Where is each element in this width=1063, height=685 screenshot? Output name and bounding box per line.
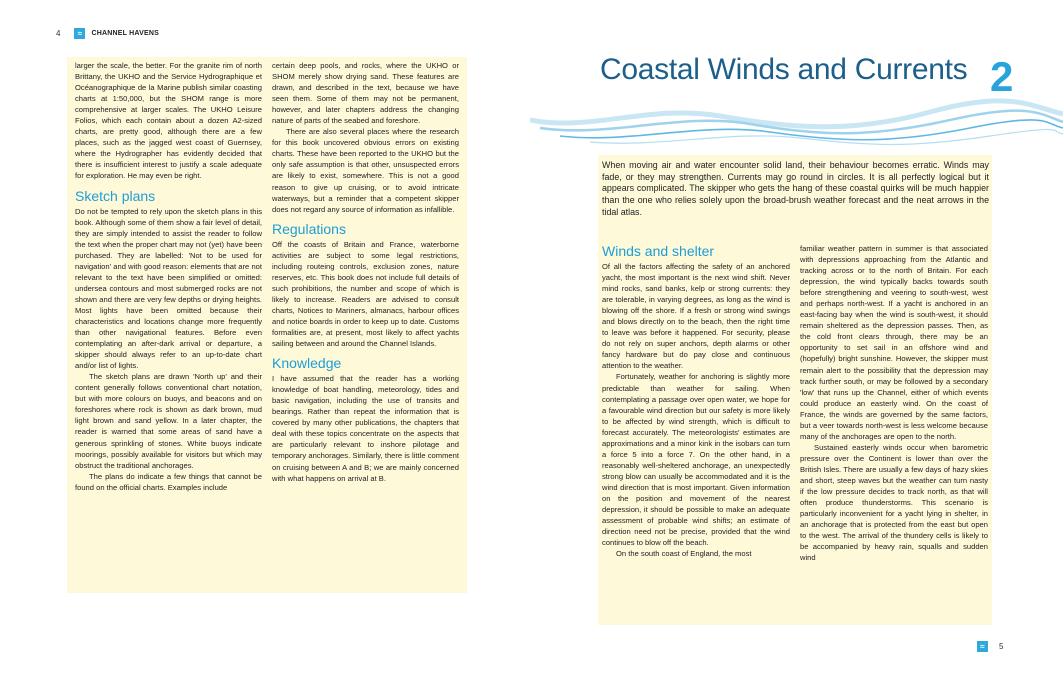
page-number-left: 4 — [56, 29, 61, 38]
paragraph: Sustained easterly winds occur when barometric pressure over the Continent is lower than over the British Isles. There are usually a few days of hazy skies and short, steep waves but the weather can turn nasty if the low pressure decides to track north, as that will often produce thunderstorms. This scenario is particularly inconvenient for a yacht lying in shelter, in an anchorage that is protected from the east but open to the west. The arrival of the thundery cells is likely to be accompanied by heavy rain, squalls and sudden wind — [800, 442, 988, 563]
running-footer — [977, 641, 1017, 652]
chapter-title: Coastal Winds and Currents — [600, 53, 968, 86]
right-page-text-panel — [598, 155, 992, 625]
paragraph: certain deep pools, and rocks, where the UKHO or SHOM merely show drying sand. These features are drawn, and described in the text, because we have seen them. Some of them may not be permanent, however, and later chapters address the changing nature of parts of the seabed and foreshore. — [272, 61, 459, 126]
paragraph: The plans do indicate a few things that cannot be found on the official charts. Examples include — [75, 471, 262, 492]
right-columns — [602, 243, 989, 563]
paragraph: Fortunately, weather for anchoring is slightly more predictable than weather for sailing. When contemplating a passage over open water, we hope for a favourable wind direction but our safety is more likely to be affected by wind strength, which is difficult to forecast accurately. The meteorologists' estimates are approximations and a minor kink in the isobars can turn a force 5 into a force 7. On the other hand, in a reasonably well-sheltered anchorage, an unexpectedly strong blow can usually be accommodated and it is the wind direction that is most important. Given information on the position and movement of the nearest depression, it should be possible to make an adequate assessment of probable wind shifts; an estimate of direction need not be precise, provided that the wind continues to blow off the beach. — [602, 372, 790, 548]
heading-knowledge: Knowledge — [272, 355, 342, 372]
heading-regulations: Regulations — [272, 220, 346, 237]
paragraph: Off the coasts of Britain and France, waterborne activities are subject to some legal restrictions, including routeing controls, exclusion zones, nature reserves, etc. This book does not include full details of such prohibitions, the number and scope of which is likely to increase. Readers are advised to consult charts, Notices to Mariners, almanacs, harbour offices and notice boards in order to keep up to date. Customs formalities are, at present, most likely to affect yachts sailing between and around the Channel Islands. — [272, 239, 459, 349]
right-column-2 — [800, 243, 988, 563]
wave-logo-icon: ≈ — [977, 641, 988, 652]
heading-winds-and-shelter: Winds and shelter — [602, 243, 715, 259]
left-page-text-panel — [67, 57, 467, 593]
running-header — [56, 28, 159, 39]
paragraph: There are also several places where the research for this book uncovered obvious errors on existing charts. These have been reported to the UKHO but the only safe assumption is that other, unsuspected errors are likely to exist, somewhere. This is not a good reason to give up cruising, or to avoid intricate waterways, but a reminder that a competent skipper does not regard any source of information as infallible. — [272, 127, 459, 214]
page-number-right: 5 — [999, 642, 1004, 651]
paragraph: The sketch plans are drawn 'North up' and their content generally follows conventional chart notation, but with more colours on buoys, and beacons and on foreshores where rock is shown as dark brown, mud light brown and sand yellow. In a later chapter, the reader is warned that some areas of sand have a generous sprinkling of stones. White buoys indicate moorings, possibly available for visitors but which may obstruct the traditional anchorages. — [75, 372, 262, 470]
chapter-intro: When moving air and water encounter solid land, their behaviour becomes erratic. Winds may fade, or they may strengthen. Currents may go round in circles. It is all perfectly logical but it appears complicated. The skipper who gets the hang of these coastal quirks will be much happier than the one who relies solely upon the broad-brush weather forecast and the neat arrows in the tidal atlas. — [602, 160, 989, 217]
paragraph: larger the scale, the better. For the granite rim of north Brittany, the UKHO and the Service Hydrographique et Océanographique de la Marine publish similar coasting charts at 1:50,000, but the SHOM range is more comprehensive at larger scales. The UKHO Leisure Folios, which each contain about a dozen A2-sized charts, are pretty good, although there are a few places, such as the jagged west coast of Guernsey, where the Hydrographer has evidently decided that there is insufficient interest to justify a scale adequate for exploration. He may even be right. — [75, 61, 262, 181]
right-column-1 — [602, 243, 790, 563]
left-column-2 — [272, 60, 459, 593]
paragraph: familiar weather pattern in summer is that associated with depressions approaching from the Atlantic and tracking across or to the north of Britain. For each depression, the wind typically backs towards south before strengthening and veering to south-west, west and perhaps north-west. If a yacht is anchored in an east-facing bay when the wind is south-west, it should remain sheltered as the depression passes. Then, as the cold front clears through, there may be an opportunity to set sail in an offshore wind and (hopefully) bright sunshine. However, the skipper must remain alert to the possibility that the depression may track further south, or may be followed by a secondary 'low' that runs up the Channel, either of which events could produce an easterly wind. On the coast of France, the winds are governed by the same factors, but a veer towards north-west is less welcome because many of the anchorages are open to the north. — [800, 244, 988, 441]
paragraph: I have assumed that the reader has a working knowledge of boat handling, meteorology, tides and basic navigation, including the use of transits and bearings. Rather than repeat the information that is covered by many other publications, the chapters that deal with these topics concentrate on the aspects that are particularly relevant to inshore pilotage and temporary anchorages. Similarly, there is little comment on cruising between A and B; we are mainly concerned with what happens on arrival at B. — [272, 374, 459, 483]
wave-logo-icon: ≈ — [74, 28, 85, 39]
decorative-waves-icon — [530, 98, 1063, 158]
paragraph: Of all the factors affecting the safety of an anchored yacht, the most important is the next wind shift. Never mind rocks, sand banks, kelp or strong currents: they are tolerable, in varying degrees, as long as the wind is blowing off the shore. If a fresh or strong wind swings and blows directly on to the beach, then the right time to leave was before it happened. For security, please do not rely on super anchors, depth alarms or other fancy hardware but do pay close and continuous attention to the weather. — [602, 262, 790, 371]
paragraph: Do not be tempted to rely upon the sketch plans in this book. Although some of them show a fair level of detail, they are simply intended to assist the reader to follow the text when the proper chart may not (yet) have been purchased. They are labelled: 'Not to be used for navigation' and with good reason: elements that are not relevant to the text have been simplified or omitted: undersea contours and most submerged rocks are not shown and there are very few depths or drying heights. Most lights have been omitted because their characteristics and locations change more frequently than other navigational features. Before even contemplating an after-dark arrival or departure, a skipper should always refer to an up-to-date chart and/or list of lights. — [75, 206, 262, 371]
left-column-1 — [75, 60, 262, 593]
series-title: CHANNEL HAVENS — [91, 30, 159, 37]
chapter-number: 2 — [990, 53, 1014, 100]
heading-sketch-plans: Sketch plans — [75, 187, 156, 204]
paragraph: On the south coast of England, the most — [616, 549, 752, 559]
